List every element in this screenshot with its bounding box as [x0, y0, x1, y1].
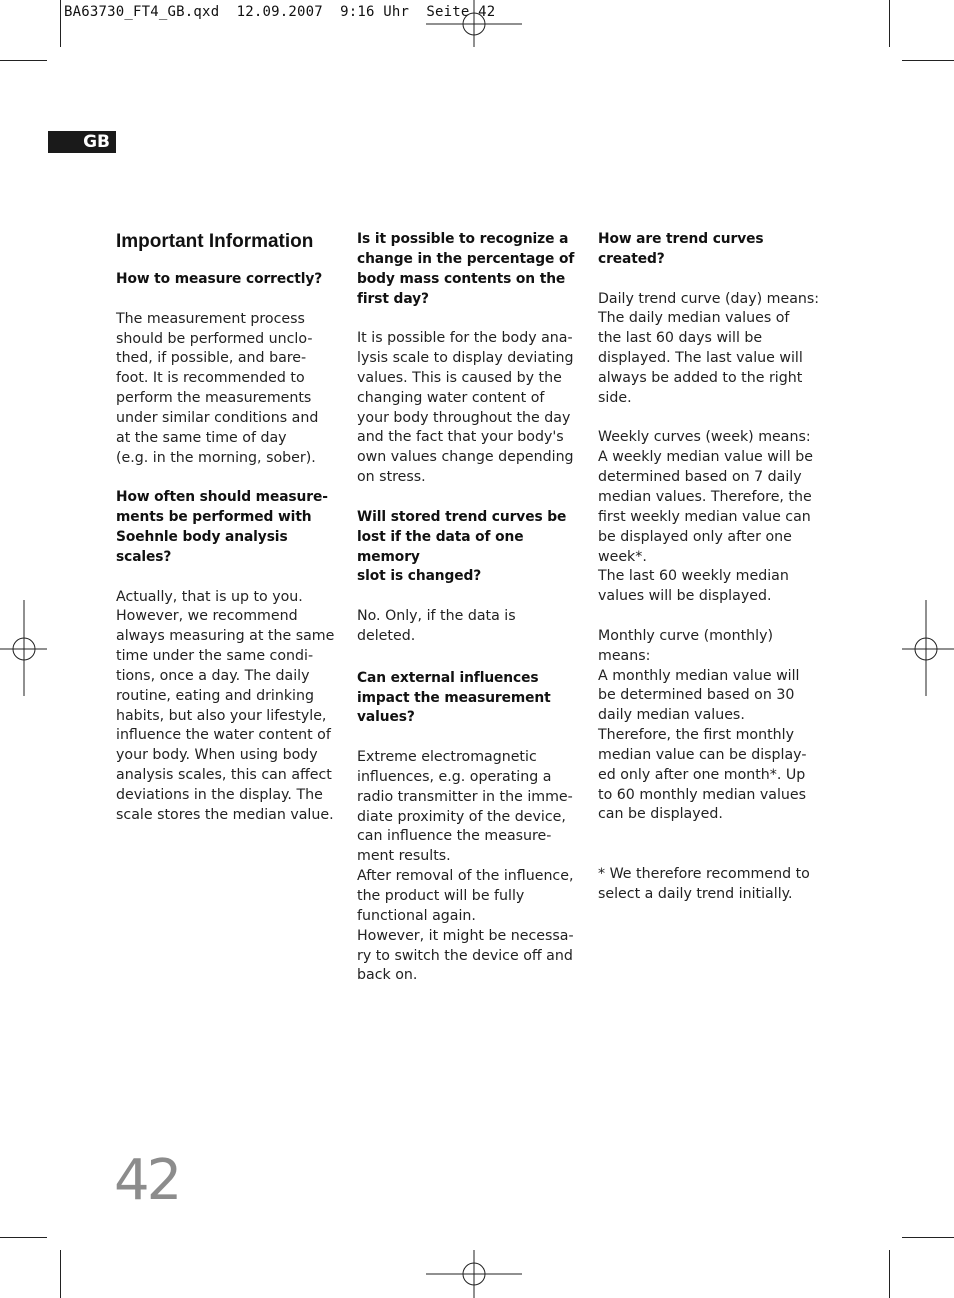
question-heading: How to measure correctly? — [116, 271, 323, 287]
registration-mark-left — [0, 600, 48, 698]
crop-mark — [889, 0, 890, 47]
column-1 — [116, 230, 340, 845]
crop-mark — [902, 60, 954, 61]
language-tab: GB — [48, 131, 116, 153]
answer-text: The measurement process should be performed unclo- thed, if possible, and bare- foot. It is recommended to perform the measurements under similar conditions and at the same time of day (e.g. in the morning, sober). — [116, 310, 319, 466]
question-heading: Is it possible to recognize a change in the percentage of body mass contents on the first day? — [357, 231, 575, 307]
question-heading: How often should measure- ments be performed with Soehnle body analysis scales? — [116, 489, 328, 565]
question-heading: How are trend curves created? — [598, 231, 764, 267]
answer-text: Actually, that is up to you. However, we recommend always measuring at the same time under the same condi- tions, once a day. The daily routine, eating and drinking habits, but also your lifestyle, influence the water content of your body. When using body analysis scales, this can affect deviations in the display. The scale stores the median value. — [116, 588, 335, 823]
registration-mark-top — [426, 0, 524, 48]
column-3 — [598, 230, 822, 925]
crop-mark — [0, 60, 47, 61]
crop-mark — [889, 1250, 890, 1298]
crop-mark — [0, 1237, 47, 1238]
registration-mark-right — [902, 600, 954, 698]
column-2 — [357, 230, 581, 1006]
page-number: 42 — [114, 1148, 180, 1213]
answer-text: Monthly curve (monthly) means: A monthly median value will be determined based on 30 daily median values. Therefore, the first monthly median value can be display- ed only after one month*. Up to 60 monthly median values can be displayed. — [598, 627, 807, 823]
section-title: Important Information — [116, 231, 314, 252]
footnote: * We therefore recommend to select a daily trend initially. — [598, 866, 810, 902]
answer-text: No. Only, if the data is deleted. — [357, 608, 516, 644]
answer-text: Extreme electromagnetic influences, e.g. operating a radio transmitter in the imme- diate proximity of the device, can influence the measure- ment results. After removal of the influence, the product will be fully functional again. However, it might be necessa- ry to switch the device off and back on. — [357, 749, 574, 984]
crop-mark — [902, 1237, 954, 1238]
question-heading: Can external influences impact the measurement values? — [357, 669, 551, 726]
answer-text: Weekly curves (week) means: A weekly median value will be determined based on 7 daily median values. Therefore, the first weekly median value can be displayed only after one week*. The last 60 weekly median values will be displayed. — [598, 429, 813, 605]
registration-mark-bottom — [426, 1250, 524, 1298]
file-slug-line: BA63730_FT4_GB.qxd 12.09.2007 9:16 Uhr Seite 42 — [64, 4, 496, 20]
answer-text: Daily trend curve (day) means: The daily median values of the last 60 days will be displayed. The last value will always be added to the right side. — [598, 290, 820, 406]
question-heading: Will stored trend curves be lost if the data of one memory slot is changed? — [357, 508, 567, 585]
crop-mark — [60, 0, 61, 47]
crop-mark — [60, 1250, 61, 1298]
answer-text: It is possible for the body ana- lysis scale to display deviating values. This is caused by the changing water content of your body throughout the day and the fact that your body's own values change depending on stress. — [357, 330, 574, 486]
